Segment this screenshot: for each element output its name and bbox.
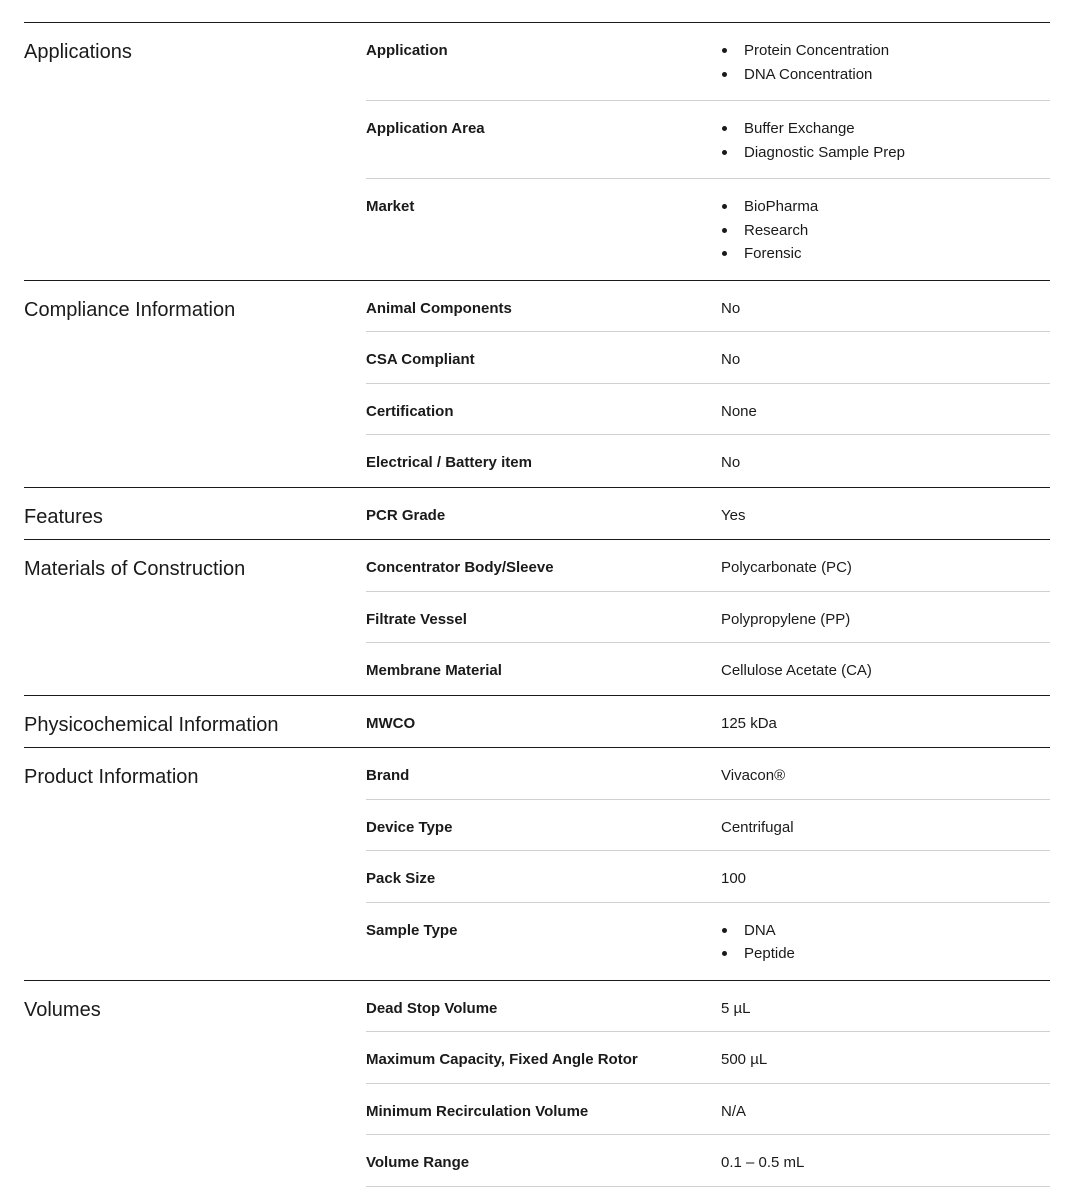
list-item: Research — [721, 219, 1050, 243]
spec-value: 0.1 – 0.5 mL — [721, 1154, 805, 1171]
specifications-table — [24, 22, 1050, 1187]
spec-row-minimum-recirculation-volume — [366, 1084, 1050, 1136]
spec-label: Membrane Material — [366, 662, 502, 679]
section-title: Applications — [24, 41, 132, 63]
spec-row-brand — [366, 748, 1050, 800]
spec-row-animal-components — [366, 281, 1050, 333]
section-rows — [366, 748, 1050, 980]
spec-row-pcr-grade — [366, 488, 1050, 540]
list-item: Peptide — [721, 942, 1050, 966]
list-item: DNA Concentration — [721, 63, 1050, 87]
spec-label: CSA Compliant — [366, 351, 475, 368]
spec-row-membrane-material — [366, 643, 1050, 695]
spec-label: Application Area — [366, 120, 485, 137]
spec-label: Device Type — [366, 818, 453, 836]
spec-value: Polycarbonate (PC) — [721, 559, 852, 576]
spec-label: Maximum Capacity, Fixed Angle Rotor — [366, 1051, 638, 1068]
spec-label: Certification — [366, 402, 454, 420]
spec-label: Volume Range — [366, 1154, 470, 1171]
spec-section-physicochemical-information — [24, 695, 1050, 748]
spec-label: MWCO — [366, 714, 416, 732]
spec-value: N/A — [721, 1102, 747, 1120]
section-rows — [366, 696, 1050, 748]
spec-row-volume-range — [366, 1135, 1050, 1187]
list-item: Diagnostic Sample Prep — [721, 141, 1050, 165]
bullet-list — [721, 919, 1050, 966]
spec-label: Dead Stop Volume — [366, 999, 498, 1017]
spec-section-product-information — [24, 747, 1050, 980]
spec-section-volumes — [24, 980, 1050, 1187]
spec-row-certification — [366, 384, 1050, 436]
list-item: DNA — [721, 919, 1050, 943]
spec-value: 5 µL — [721, 999, 751, 1017]
section-rows — [366, 23, 1050, 280]
section-rows — [366, 281, 1050, 487]
spec-section-materials-of-construction — [24, 539, 1050, 695]
spec-value: Cellulose Acetate (CA) — [721, 662, 872, 679]
spec-value: Yes — [721, 506, 746, 524]
spec-row-electrical-battery-item — [366, 435, 1050, 487]
spec-value-list — [721, 120, 1050, 164]
spec-label: Animal Components — [366, 299, 512, 317]
section-rows — [366, 488, 1050, 540]
spec-row-sample-type — [366, 903, 1050, 980]
bullet-list — [721, 39, 1050, 86]
list-item: Protein Concentration — [721, 39, 1050, 63]
spec-label: Brand — [366, 767, 410, 784]
spec-value: None — [721, 402, 757, 420]
spec-row-pack-size — [366, 851, 1050, 903]
spec-value: Polypropylene (PP) — [721, 610, 851, 628]
section-title: Product Information — [24, 766, 199, 788]
spec-value-list — [721, 922, 1050, 966]
spec-value: Centrifugal — [721, 818, 794, 836]
spec-section-features — [24, 487, 1050, 540]
spec-value: No — [721, 351, 741, 368]
spec-value: No — [721, 299, 741, 317]
spec-label: Electrical / Battery item — [366, 454, 532, 471]
spec-row-concentrator-body-sleeve — [366, 540, 1050, 592]
section-title: Volumes — [24, 998, 101, 1021]
spec-row-application-area — [366, 101, 1050, 179]
spec-row-dead-stop-volume — [366, 981, 1050, 1033]
spec-section-compliance-information — [24, 280, 1050, 487]
spec-label: Market — [366, 198, 415, 215]
spec-value: 100 — [721, 870, 747, 887]
list-item: Forensic — [721, 242, 1050, 266]
spec-row-mwco — [366, 696, 1050, 748]
bullet-list — [721, 195, 1050, 266]
section-title: Physicochemical Information — [24, 713, 279, 736]
spec-label: Application — [366, 42, 448, 59]
spec-label: Filtrate Vessel — [366, 610, 467, 628]
spec-value-list — [721, 42, 1050, 86]
spec-row-filtrate-vessel — [366, 592, 1050, 644]
spec-row-market — [366, 179, 1050, 280]
spec-value: 125 kDa — [721, 714, 777, 732]
spec-label: Minimum Recirculation Volume — [366, 1102, 589, 1120]
spec-label: Sample Type — [366, 921, 458, 939]
section-rows — [366, 540, 1050, 695]
spec-row-application — [366, 23, 1050, 101]
list-item: Buffer Exchange — [721, 117, 1050, 141]
section-title: Compliance Information — [24, 298, 236, 321]
spec-label: PCR Grade — [366, 506, 446, 524]
section-rows — [366, 981, 1050, 1187]
spec-value: 500 µL — [721, 1051, 768, 1068]
bullet-list — [721, 117, 1050, 164]
section-title: Features — [24, 505, 103, 528]
spec-row-csa-compliant — [366, 332, 1050, 384]
section-title: Materials of Construction — [24, 558, 246, 580]
spec-value: No — [721, 454, 741, 471]
spec-row-device-type — [366, 800, 1050, 852]
spec-label: Pack Size — [366, 870, 436, 887]
spec-value-list — [721, 198, 1050, 266]
list-item: BioPharma — [721, 195, 1050, 219]
spec-section-applications — [24, 22, 1050, 280]
spec-value: Vivacon® — [721, 767, 786, 784]
spec-row-maximum-capacity-fixed-angle-rotor — [366, 1032, 1050, 1084]
spec-label: Concentrator Body/Sleeve — [366, 559, 554, 576]
